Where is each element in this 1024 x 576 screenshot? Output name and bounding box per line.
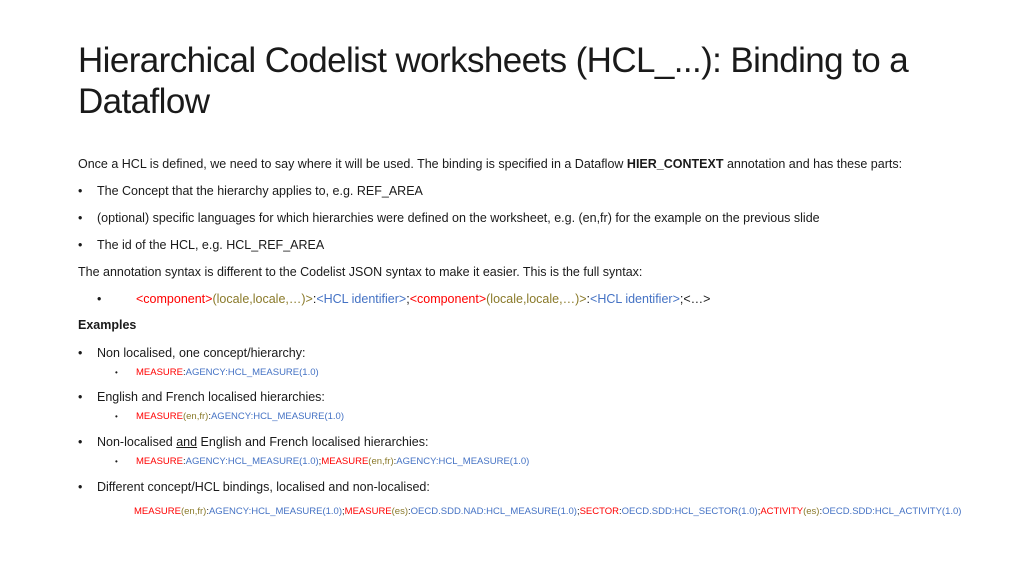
- code-part: MEASURE: [321, 456, 369, 467]
- code-part: :: [408, 506, 411, 517]
- list-item: [78, 183, 423, 199]
- code-part: AGENCY:HCL_MEASURE(1.0): [396, 456, 530, 467]
- code-part: AGENCY:HCL_MEASURE(1.0): [210, 411, 345, 422]
- example-label: [78, 389, 325, 405]
- code-part: ACTIVITY: [760, 506, 804, 517]
- code-part: (es): [391, 506, 409, 517]
- code-part: AGENCY:HCL_MEASURE(1.0): [185, 367, 319, 378]
- bullet-icon: •: [78, 184, 83, 198]
- example-code: [115, 455, 529, 468]
- bullet-icon: •: [78, 435, 83, 449]
- intro-annotation-name: HIER_CONTEXT: [626, 157, 724, 171]
- bullet-icon: •: [115, 457, 118, 466]
- example-code: [115, 366, 319, 379]
- code-part: :: [619, 506, 622, 517]
- code-part: ;: [757, 506, 761, 517]
- bullet-icon: •: [78, 238, 83, 252]
- bullet-icon: •: [78, 211, 83, 225]
- slide-title: Hierarchical Codelist worksheets (HCL_...): Binding to a Dataflow: [78, 41, 909, 121]
- code-part: MEASURE: [136, 367, 183, 378]
- bullet-icon: •: [78, 346, 83, 360]
- code-part: :: [393, 456, 397, 467]
- code-part: :: [206, 506, 209, 517]
- bullet-icon: •: [115, 412, 118, 421]
- code-part: MEASURE: [134, 506, 181, 517]
- code-part: ;: [342, 506, 345, 517]
- code-part: (en,fr): [180, 506, 207, 517]
- code-part: :: [208, 411, 211, 422]
- bullet-icon: •: [97, 292, 102, 306]
- list-item: [78, 237, 324, 253]
- example-label-text: English and French localised hierarchies:: [97, 390, 325, 404]
- list-item-text: (optional) specific languages for which hierarchies were defined on the worksheet, e.g. (en,fr) for the example on the previous slide: [97, 211, 820, 225]
- example-label: [78, 434, 428, 450]
- syntax-separator: :: [312, 292, 317, 306]
- code-part: OECD.SDD:HCL_SECTOR(1.0): [621, 506, 758, 517]
- examples-heading: Examples: [78, 318, 137, 332]
- example-label: [78, 479, 430, 495]
- code-part: (en,fr): [182, 411, 209, 422]
- syntax-semicolon: ;: [679, 292, 684, 306]
- example-label-text: Different concept/HCL bindings, localised and non-localised:: [97, 480, 430, 494]
- code-part: MEASURE: [344, 506, 392, 517]
- code-part: AGENCY:HCL_MEASURE(1.0): [185, 456, 319, 467]
- list-item: [78, 210, 820, 226]
- syntax-separator: :: [586, 292, 591, 306]
- intro-paragraph: [78, 156, 902, 172]
- syntax-line: [97, 291, 710, 307]
- example-code: [115, 410, 344, 423]
- example-label-text-end: English and French localised hierarchies:: [197, 435, 429, 449]
- example-label-text: Non-localised: [97, 435, 177, 449]
- code-part: MEASURE: [136, 456, 183, 467]
- syntax-locale: (locale,locale,…)>: [212, 292, 313, 306]
- code-part: :: [182, 456, 186, 467]
- syntax-locale: (locale,locale,…)>: [486, 292, 587, 306]
- code-part: AGENCY:HCL_MEASURE(1.0): [208, 506, 343, 517]
- list-item-text: The Concept that the hierarchy applies to, e.g. REF_AREA: [97, 184, 423, 198]
- code-part: SECTOR: [579, 506, 620, 517]
- list-item-text: The id of the HCL, e.g. HCL_REF_AREA: [97, 238, 325, 252]
- code-part: OECD.SDD:HCL_ACTIVITY(1.0): [822, 506, 962, 517]
- syntax-hcl-identifier: <HCL identifier>: [590, 292, 680, 306]
- bullet-icon: •: [78, 480, 83, 494]
- syntax-hcl-identifier: <HCL identifier>: [316, 292, 407, 306]
- code-part: :: [182, 367, 186, 378]
- syntax-more: <…>: [683, 292, 711, 306]
- code-part: (en,fr): [368, 456, 394, 467]
- intro-text-end: annotation and has these parts:: [723, 157, 903, 171]
- code-part: OECD.SDD.NAD:HCL_MEASURE(1.0): [410, 506, 577, 517]
- syntax-intro: The annotation syntax is different to the Codelist JSON syntax to make it easier. This is the full syntax:: [78, 265, 643, 279]
- syntax-component: <component>: [409, 292, 487, 306]
- long-example-code: [134, 505, 961, 518]
- bullet-icon: •: [78, 390, 83, 404]
- code-part: ;: [576, 506, 580, 517]
- code-part: ;: [318, 456, 322, 467]
- code-part: MEASURE: [136, 411, 183, 422]
- bullet-icon: •: [115, 368, 118, 377]
- syntax-semicolon: ;: [406, 292, 410, 306]
- example-label: [78, 345, 305, 361]
- intro-text: Once a HCL is defined, we need to say where it will be used. The binding is specified in a Dataflow: [78, 157, 627, 171]
- code-part: (es): [803, 506, 820, 517]
- example-label-text: Non localised, one concept/hierarchy:: [97, 346, 306, 360]
- syntax-component: <component>: [136, 292, 213, 306]
- code-part: :: [819, 506, 823, 517]
- example-label-underlined: and: [176, 435, 198, 449]
